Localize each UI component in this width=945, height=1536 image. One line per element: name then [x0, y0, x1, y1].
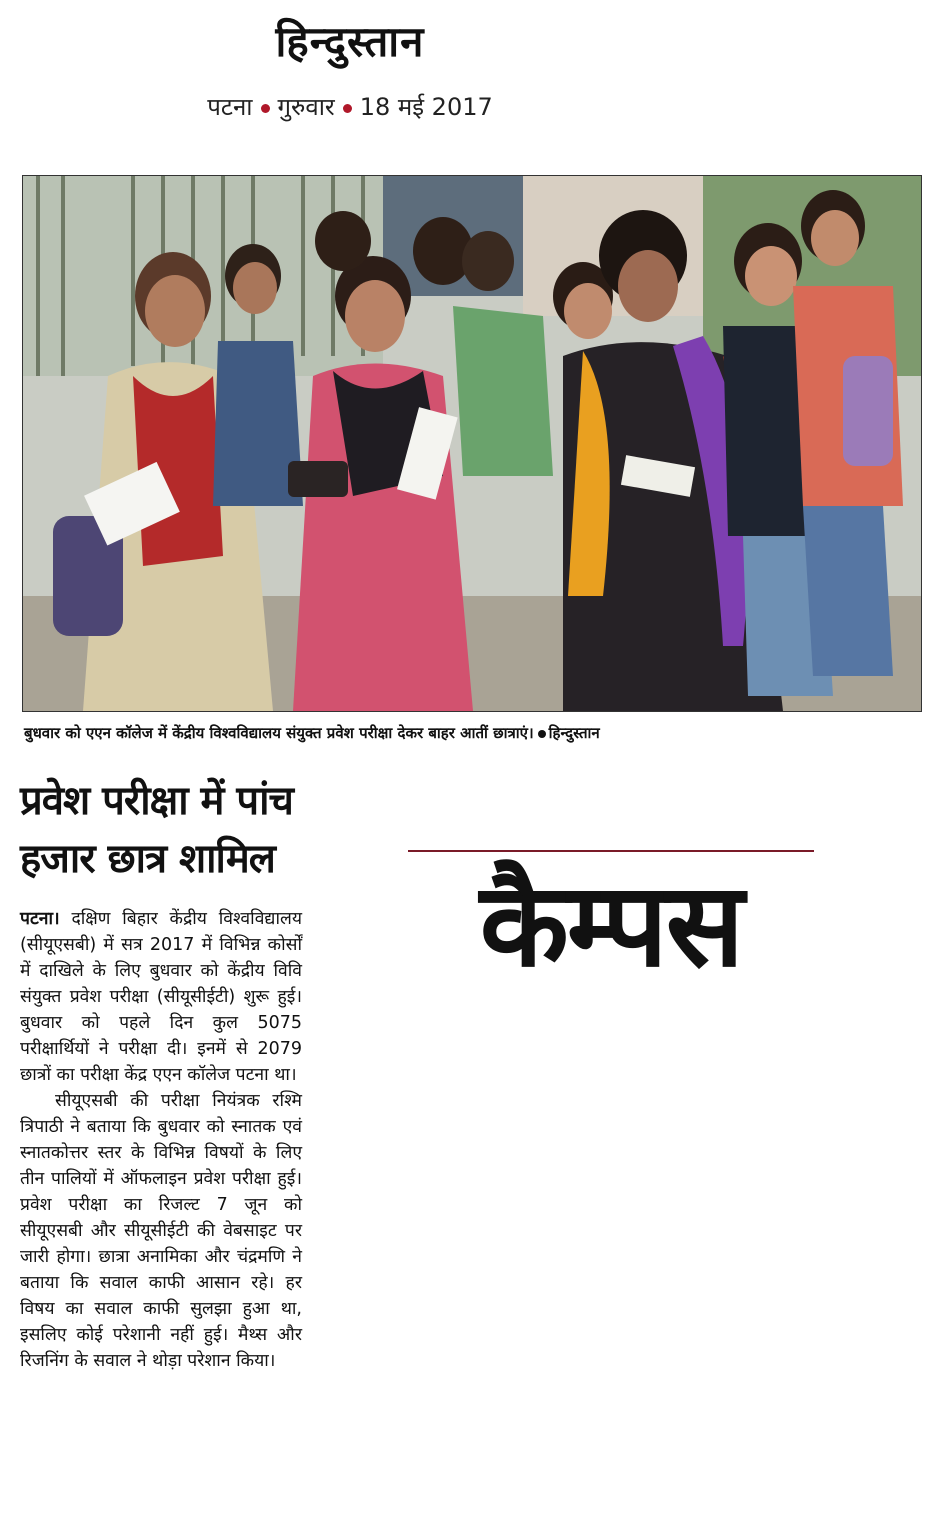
dateline [0, 92, 700, 122]
headline-line-1: प्रवेश परीक्षा में पांच [20, 778, 293, 824]
section-label: कैम्पस [479, 858, 743, 993]
bullet-dot-icon [343, 104, 352, 113]
newspaper-title: हिन्दुस्तान [275, 17, 425, 66]
caption-credit: हिन्दुस्तान [548, 724, 600, 742]
article-paragraph-2: सीयूएसबी की परीक्षा नियंत्रक रश्मि त्रिपाठी ने बताया कि बुधवार को स्नातक एवं स्नातकोत्तर स्तर के विभिन्न विषयों के लिए तीन पालियों में ऑफलाइन प्रवेश परीक्षा हुई। प्रवेश परीक्षा का रिजल्ट 7 जून को सीयूएसबी और सीयूसीईटी की वेबसाइट पर जारी होगा। छात्रा अनामिका और चंद्रमणि ने बताया कि सवाल काफी आसान रहे। हर विषय का सवाल काफी सुलझा हुआ था, इसलिए कोई परेशानी नहीं हुई। मैथ्स और रिजनिंग के सवाल ने थोड़ा परेशान किया। [20, 1091, 302, 1371]
masthead [0, 14, 700, 122]
dateline-city: पटना [207, 93, 253, 121]
bullet-dot-icon [538, 730, 546, 738]
article-body [20, 906, 302, 1374]
photo-students-walking-illustration [23, 176, 921, 711]
dateline-date: 18 मई 2017 [359, 93, 493, 121]
bullet-dot-icon [261, 104, 270, 113]
article-paragraph-1 [20, 906, 302, 1088]
headline-line-2: हजार छात्र शामिल [20, 836, 275, 882]
article-headline [20, 772, 320, 888]
dateline-day: गुरुवार [277, 93, 335, 121]
photo-caption [24, 722, 924, 744]
article-dateline-place: पटना। [20, 909, 60, 929]
caption-text: बुधवार को एएन कॉलेज में केंद्रीय विश्वविद्यालय संयुक्त प्रवेश परीक्षा देकर बाहर आतीं छात्राएं। [24, 724, 534, 742]
news-photo [22, 175, 922, 712]
article-paragraph-1-text: दक्षिण बिहार केंद्रीय विश्वविद्यालय (सीयूएसबी) में सत्र 2017 में विभिन्न कोर्सों में दाखिले के लिए बुधवार को केंद्रीय विवि संयुक्त प्रवेश परीक्षा (सीयूसीईटी) शुरू हुई। बुधवार को पहले दिन कुल 5075 परीक्षार्थियों ने परीक्षा दी। इनमें से 2079 छात्रों का परीक्षा केंद्र एएन कॉलेज पटना था। [20, 909, 302, 1085]
